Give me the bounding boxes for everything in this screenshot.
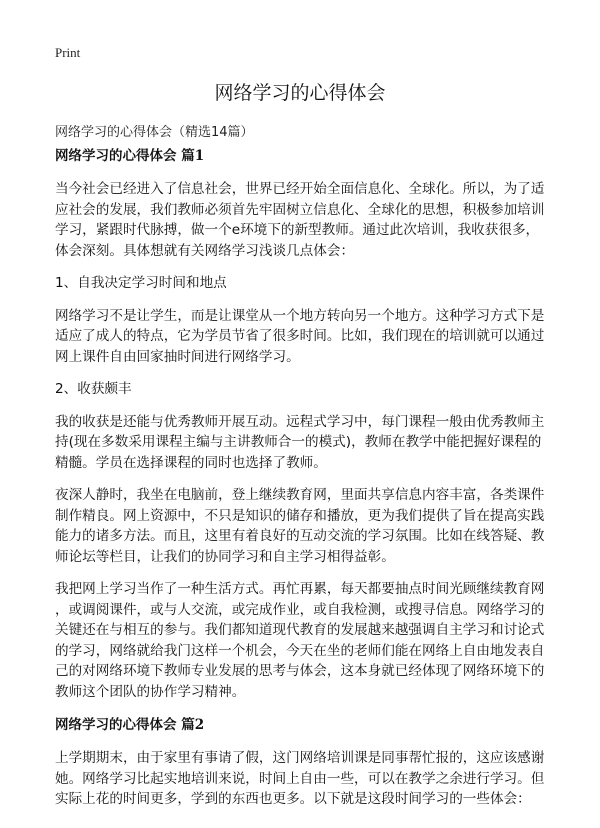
list-heading: 2、收获颇丰: [55, 381, 132, 397]
list-heading: 1、自我决定学习时间和地点: [55, 275, 227, 291]
paragraph: 上学期期末，由于家里有事请了假，这门网络培训课是同事帮忙报的，这应该感谢 她。网络学习比起实地培训来说，时间上自由一些，可以在教学之余进行学习。但 实际上花的时间更多，学到的东西也更多。以下就是这段时间学习的一些体会：: [55, 750, 545, 807]
paragraph: 我把网上学习当作了一种生活方式。再忙再累，每天都要抽点时间光顾继续教育网 ，或调阅课件，或与人交流，或完成作业，或自我检测，或搜寻信息。网络学习的 关键还在与相互的参与。我们都知道现代教育的发展越来越强调自主学习和讨论式 的学习，网络就给我门这样一个机会，今天在坐的老师们能在网络上自由地发表自 己的对网络环境下教师专业发展的思考与体会，这本身就已经体现了网络环境下的 教师这个团队的协作学习精神。: [55, 581, 545, 700]
section-heading: 网络学习的心得体会 篇2: [55, 717, 205, 733]
page-title: 网络学习的心得体会: [214, 82, 386, 104]
paragraph: 夜深人静时，我坐在电脑前，登上继续教育网，里面共享信息内容丰富，各类课件 制作精良。网上资源中，不只是知识的储存和播放，更为我们提供了旨在提高实践 能力的诸多方法。而且，这里有着良好的互动交流的学习氛围。比如在线答疑、教 师论坛等栏目，让我们的协同学习和自主学习相得益彰。: [55, 487, 545, 565]
paragraph: 我的收获是还能与优秀教师开展互动。远程式学习中，每门课程一般由优秀教师主 持(现在多数采用课程主编与主讲教师合一的模式)，教师在教学中能把握好课程的 精髓。学员在选择课程的同时也选择了教师。: [55, 413, 545, 471]
section-heading: 网络学习的心得体会 篇1: [55, 148, 205, 164]
print-link[interactable]: Print: [55, 45, 81, 60]
paragraph: 当今社会已经进入了信息社会，世界已经开始全面信息化、全球化。所以，为了适 应社会的发展，我们教师必须首先牢固树立信息化、全球化的思想，积极参加培训 学习，紧跟时代脉搏，做一个e环境下的新型教师。通过此次培训，我收获很多， 体会深刻。具体想就有关网络学习浅谈几点体会：: [55, 181, 545, 259]
page-subtitle: 网络学习的心得体会（精选14篇）: [55, 125, 254, 140]
document-body: [55, 146, 555, 810]
paragraph: 网络学习不是让学生，而是让课堂从一个地方转向另一个地方。这种学习方式下是 适应了成人的特点，它为学员节省了很多时间。比如，我们现在的培训就可以通过 网上课件自由回家抽时间进行网络学习。: [55, 307, 545, 365]
